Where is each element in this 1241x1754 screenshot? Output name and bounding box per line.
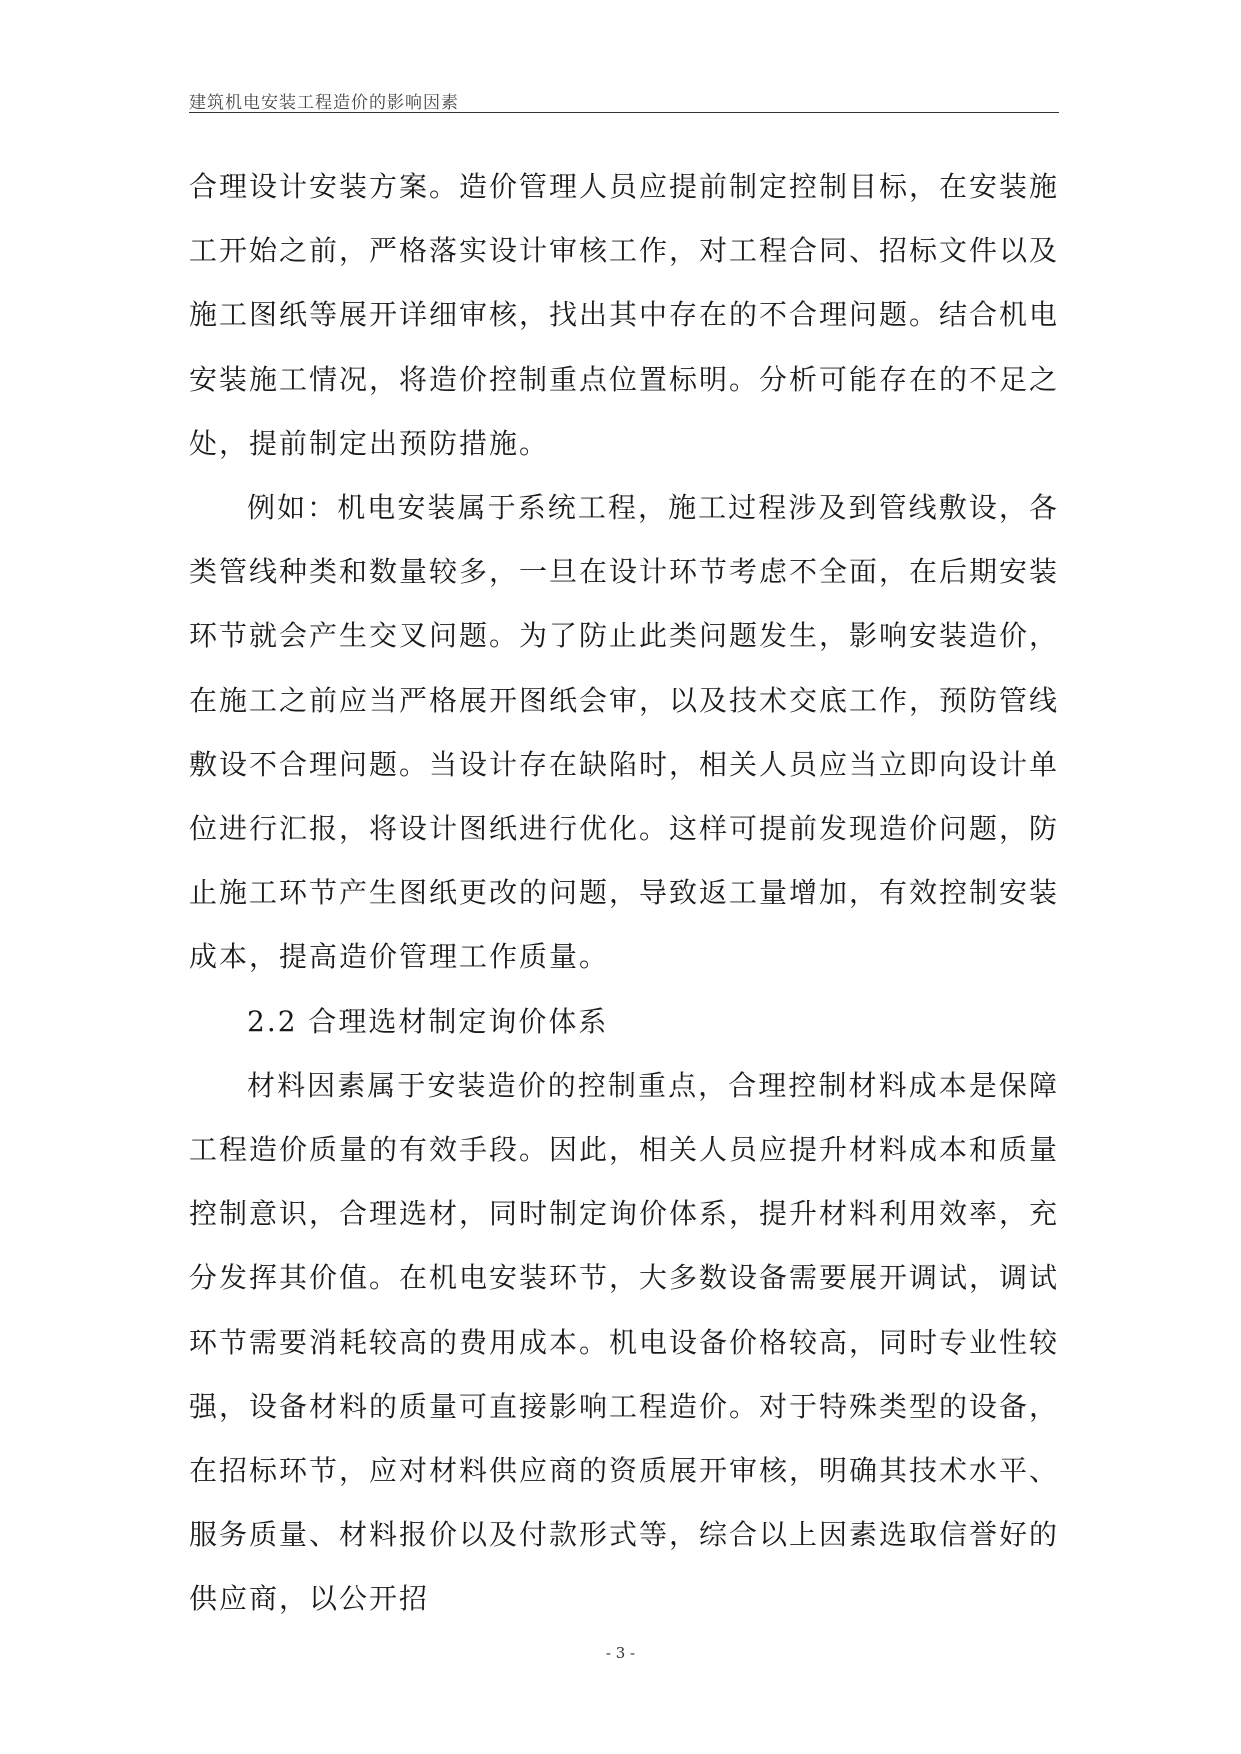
paragraph-design-plan: 合理设计安装方案。造价管理人员应提前制定控制目标，在安装施工开始之前，严格落实设计审核工作，对工程合同、招标文件以及施工图纸等展开详细审核，找出其中存在的不合理问题。结合机电安装施工情况，将造价控制重点位置标明。分析可能存在的不足之处，提前制定出预防措施。 [189, 170, 1060, 460]
running-header: 建筑机电安装工程造价的影响因素 [189, 93, 459, 113]
header-divider [189, 112, 1059, 113]
paragraph-example: 例如：机电安装属于系统工程，施工过程涉及到管线敷设，各类管线种类和数量较多，一旦在设计环节考虑不全面，在后期安装环节就会产生交叉问题。为了防止此类问题发生，影响安装造价，在施工之前应当严格展开图纸会审，以及技术交底工作，预防管线敷设不合理问题。当设计存在缺陷时，相关人员应当立即向设计单位进行汇报，将设计图纸进行优化。这样可提前发现造价问题，防止施工环节产生图纸更改的问题，导致返工量增加，有效控制安装成本，提高造价管理工作质量。 [189, 491, 1060, 974]
paragraph-materials: 材料因素属于安装造价的控制重点，合理控制材料成本是保障工程造价质量的有效手段。因此，相关人员应提升材料成本和质量控制意识，合理选材，同时制定询价体系，提升材料利用效率，充分发挥其价值。在机电安装环节，大多数设备需要展开调试，调试环节需要消耗较高的费用成本。机电设备价格较高，同时专业性较强，设备材料的质量可直接影响工程造价。对于特殊类型的设备，在招标环节，应对材料供应商的资质展开审核，明确其技术水平、服务质量、材料报价以及付款形式等，综合以上因素选取信誉好的供应商，以公开招 [189, 1068, 1060, 1616]
page-number: - 3 - [605, 1644, 636, 1662]
section-heading-2-2: 2.2 合理选材制定询价体系 [247, 1004, 609, 1038]
document-body [189, 155, 1059, 1632]
